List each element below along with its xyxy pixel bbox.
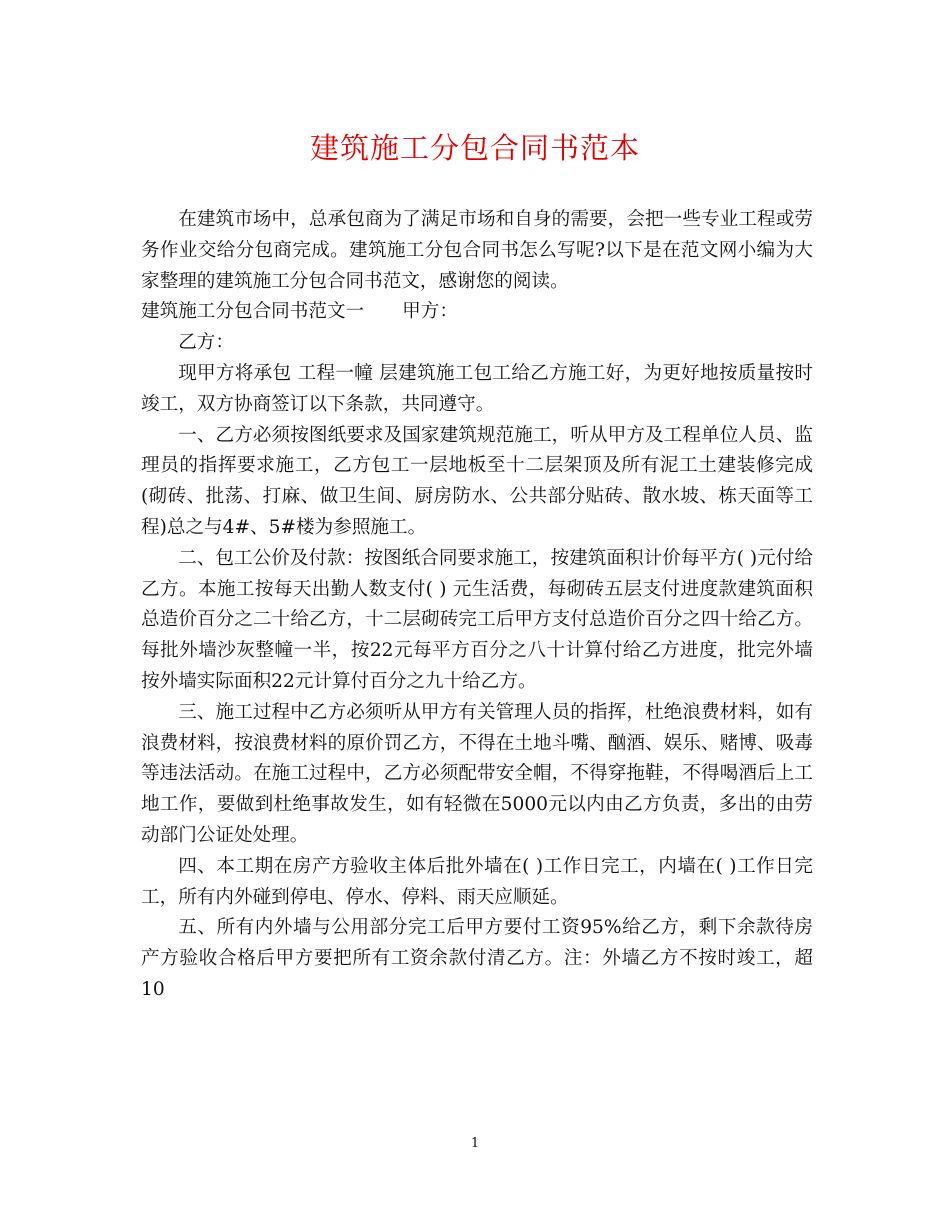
page-number: 1 (470, 1136, 480, 1151)
paragraph-clause-5: 五、所有内外墙与公用部分完工后甲方要付工资95%给乙方，剩下余款待房产方验收合格后甲方要把所有工资余款付清乙方。注：外墙乙方不按时竣工，超10 (141, 917, 813, 1000)
paragraph-clause-3: 三、施工过程中乙方必须听从甲方有关管理人员的指挥，杜绝浪费材料，如有浪费材料，按浪费材料的原价罚乙方，不得在土地斗嘴、酗酒、娱乐、赌博、吸毒等违法活动。在施工过程中，乙方必须配带安全帽，不得穿拖鞋，不得喝酒后上工地工作，要做到杜绝事故发生，如有轻微在5000元以内由乙方负责，多出的由劳动部门公证处处理。 (141, 701, 813, 846)
paragraph-clause-4: 四、本工期在房产方验收主体后批外墙在( )工作日完工，内墙在( )工作日完工，所有内外碰到停电、停水、停料、雨天应顺延。 (141, 855, 813, 908)
party-a-label: 甲方： (402, 301, 458, 323)
paragraph-preamble: 现甲方将承包 工程一幢 层建筑施工包工给乙方施工好，为更好地按质量按时竣工，双方协商签订以下条款，共同遵守。 (141, 362, 813, 415)
paragraph-clause-1: 一、乙方必须按图纸要求及国家建筑规范施工，听从甲方及工程单位人员、监理员的指挥要求施工，乙方包工一层地板至十二层架顶及所有泥工土建装修完成(砌砖、批荡、打麻、做卫生间、厨房防水、公共部分贴砖、散水坡、栋天面等工程)总之与4#、5#楼为参照施工。 (141, 424, 813, 538)
paragraph-heading (141, 297, 813, 328)
document-title: 建筑施工分包合同书范本 (309, 131, 640, 165)
sample-heading: 建筑施工分包合同书范文一 (141, 301, 365, 323)
paragraph-clause-2: 二、包工公价及付款：按图纸合同要求施工，按建筑面积计价每平方( )元付给乙方。本施工按每天出勤人数支付( ) 元生活费，每砌砖五层支付进度款建筑面积总造价百分之二十给乙方，十二层砌砖完工后甲方支付总造价百分之四十给乙方。每批外墙沙灰整幢一半，按22元每平方百分之八十计算付给乙方进度，批完外墙按外墙实际面积22元计算付百分之九十给乙方。 (141, 547, 813, 692)
paragraph-party-b: 乙方： (178, 332, 234, 354)
document-body (141, 205, 813, 1006)
paragraph-intro: 在建筑市场中，总承包商为了满足市场和自身的需要，会把一些专业工程或劳务作业交给分包商完成。建筑施工分包合同书怎么写呢?以下是在范文网小编为大家整理的建筑施工分包合同书范文，感谢您的阅读。 (141, 209, 813, 292)
